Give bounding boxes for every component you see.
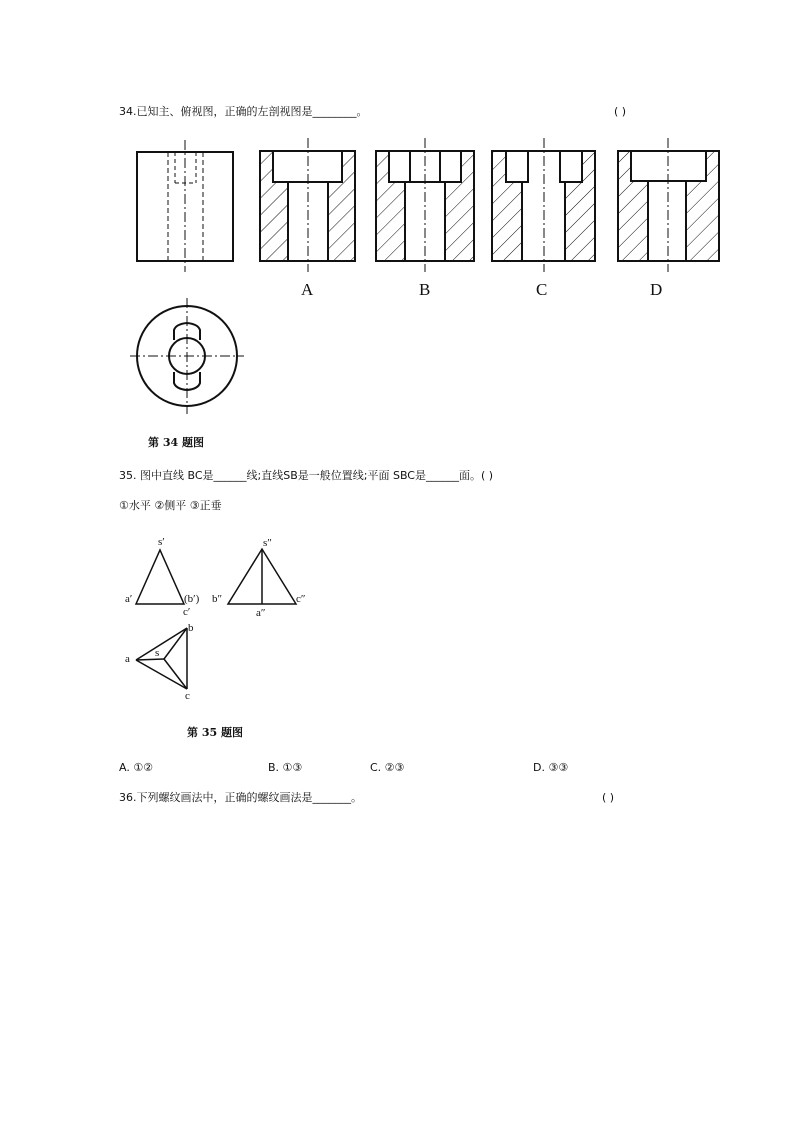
q35-choices: ①水平 ②侧平 ③正垂 [119, 499, 222, 512]
label-c-prime: c′ [183, 606, 191, 618]
label-b-prime: (b′) [184, 593, 200, 605]
q36-answer-bracket: ( ) [602, 791, 615, 804]
label-b-dprime: b″ [212, 593, 223, 605]
q34-text: 34.已知主、俯视图，正确的左剖视图是________。 [119, 105, 368, 118]
q36-text: 36.下列螺纹画法中，正确的螺纹画法是_______。 [119, 791, 362, 804]
option-c-label[interactable]: C [536, 280, 548, 299]
label-a-dprime: a″ [256, 607, 266, 619]
front-projection-triangle [136, 550, 184, 604]
label-a-prime: a′ [125, 593, 133, 605]
label-c-dprime: c″ [296, 593, 306, 605]
q35-text: 35. 图中直线 BC是______线;直线SB是一般位置线;平面 SBC是______面。( ) [119, 469, 494, 482]
q35-answer-a[interactable]: A. ①② [119, 761, 154, 774]
top-projection [136, 628, 187, 689]
q34-caption: 第 34 题图 [148, 436, 204, 449]
label-s-prime: s′ [158, 536, 165, 548]
label-s: s [155, 647, 160, 659]
label-c: c [185, 690, 190, 702]
option-a-label[interactable]: A [301, 280, 314, 299]
label-s-dprime: s″ [263, 537, 272, 549]
q34-answer-bracket: ( ) [614, 105, 627, 118]
label-b: b [188, 622, 194, 634]
option-d-label[interactable]: D [650, 280, 663, 299]
q35-caption: 第 35 题图 [187, 726, 243, 739]
q35-answer-b[interactable]: B. ①③ [268, 761, 303, 774]
label-a: a [125, 653, 130, 665]
q35-answer-d[interactable]: D. ③③ [533, 761, 569, 774]
q35-answer-c[interactable]: C. ②③ [370, 761, 405, 774]
option-b-label[interactable]: B [419, 280, 431, 299]
